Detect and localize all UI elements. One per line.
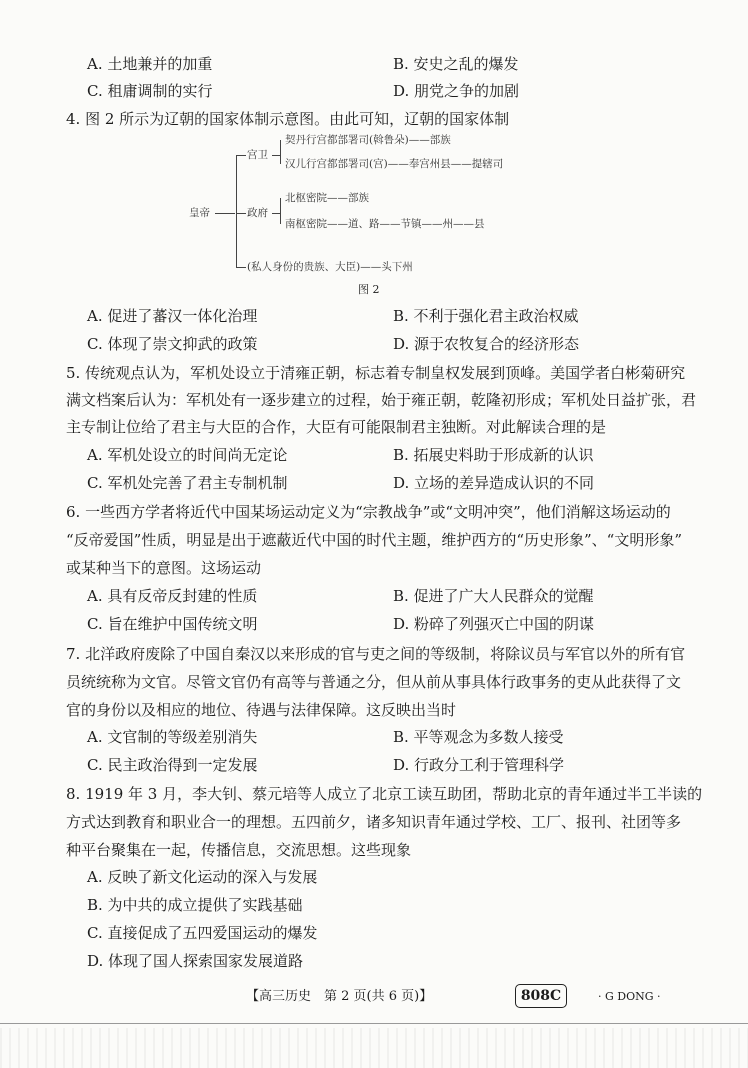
q5-option-d: D. 立场的差异造成认识的不同 [393,474,595,492]
diagram-gongwei-1: 契丹行宫都部署司(斡鲁朵)——部族 [285,134,451,146]
diagram-branch [280,140,281,164]
q6-line-1: 6. 一些西方学者将近代中国某场运动定义为“宗教战争”或“文明冲突”，他们消解这场运动的 [66,503,671,521]
q4-stem: 4. 图 2 所示为辽朝的国家体制示意图。由此可知，辽朝的国家体制 [66,110,510,128]
diagram-connector [215,213,235,214]
q8-option-d: D. 体现了国人探索国家发展道路 [87,952,304,970]
diagram-zhengfu-1: 北枢密院——部族 [285,192,369,204]
footer-brand: · G DONG · [598,990,661,1003]
q6-line-2: “反帝爱国”性质，明显是出于遮蔽近代中国的时代主题，维护西方的“历史形象”、“文明形象” [66,531,683,549]
diagram-root: 皇帝 [189,207,210,219]
diagram-branch [280,198,281,224]
q5-line-1: 5. 传统观点认为，军机处设立于清雍正朝，标志着专制皇权发展到顶峰。美国学者白彬菊研究 [66,364,686,382]
q7-option-b: B. 平等观念为多数人接受 [393,728,564,746]
diagram-connector [272,155,280,156]
q6-option-a: A. 具有反帝反封建的性质 [87,587,258,605]
diagram-zhengfu-2: 南枢密院——道、路——节镇——州——县 [285,218,485,230]
q8-line-1: 8. 1919 年 3 月，李大钊、蔡元培等人成立了北京工读互助团，帮助北京的青年通过半工半读的 [66,785,703,803]
q5-line-3: 主专制让位给了君主与大臣的合作，大臣有可能限制君主独断。对此解读合理的是 [66,418,607,436]
q3-option-a: A. 土地兼并的加重 [87,55,213,73]
q6-option-b: B. 促进了广大人民群众的觉醒 [393,587,594,605]
diagram-connector [236,213,246,214]
q6-option-c: C. 旨在维护中国传统文明 [87,615,258,633]
diagram-gongwei-2: 汉儿行宫都部署司(宫)——奉宫州县——提辖司 [285,158,504,170]
liao-state-system-diagram [160,130,580,280]
diagram-connector [236,155,246,156]
q8-line-3: 种平台聚集在一起，传播信息，交流思想。这些现象 [66,841,412,859]
q7-option-a: A. 文官制的等级差别消失 [87,728,258,746]
q6-line-3: 或某种当下的意图。这场运动 [66,559,262,577]
diagram-connector [236,267,246,268]
q8-option-b: B. 为中共的成立提供了实践基础 [87,896,303,914]
q8-option-a: A. 反映了新文化运动的深入与发展 [87,868,318,886]
diagram-zhengfu: 政府 [247,207,268,219]
diagram-gongwei: 宫卫 [247,149,268,161]
q3-option-b: B. 安史之乱的爆发 [393,55,519,73]
exam-code-badge: 808C [515,984,567,1008]
q7-line-3: 官的身份以及相应的地位、待遇与法律保障。这反映出当时 [66,701,457,719]
q3-option-c: C. 租庸调制的实行 [87,82,213,100]
q8-option-c: C. 直接促成了五四爱国运动的爆发 [87,924,318,942]
q7-line-2: 员统统称为文官。尽管文官仍有高等与普通之分，但从前从事具体行政事务的吏从此获得了文 [66,673,682,691]
diagram-toxia: (私人身份的贵族、大臣)——头下州 [247,261,413,273]
q4-option-d: D. 源于农牧复合的经济形态 [393,335,580,353]
q8-line-2: 方式达到教育和职业合一的理想。五四前夕，诸多知识青年通过学校、工厂、报刊、社团等多 [66,813,682,831]
q7-option-d: D. 行政分工利于管理科学 [393,756,565,774]
q5-option-c: C. 军机处完善了君主专制机制 [87,474,288,492]
q5-option-b: B. 拓展史料助于形成新的认识 [393,446,594,464]
scan-noise [0,1028,748,1068]
q5-line-2: 满文档案后认为：军机处有一逐步建立的过程，始于雍正朝，乾隆初形成；军机处日益扩张，君 [66,391,697,409]
diagram-trunk [236,155,237,267]
q4-option-a: A. 促进了蕃汉一体化治理 [87,307,258,325]
q3-option-d: D. 朋党之争的加剧 [393,82,520,100]
diagram-connector [272,213,280,214]
figure-label: 图 2 [358,283,380,296]
q7-line-1: 7. 北洋政府废除了中国自秦汉以来形成的官与吏之间的等级制，将除议员与军官以外的所有官 [66,645,686,663]
q4-option-b: B. 不利于强化君主政治权威 [393,307,579,325]
bottom-rule [0,1023,748,1024]
q4-option-c: C. 体现了崇文抑武的政策 [87,335,258,353]
q7-option-c: C. 民主政治得到一定发展 [87,756,258,774]
q5-option-a: A. 军机处设立的时间尚无定论 [87,446,288,464]
q6-option-d: D. 粉碎了列强灭亡中国的阴谋 [393,615,595,633]
page-footer-label: 【高三历史 第 2 页(共 6 页)】 [246,989,433,1004]
